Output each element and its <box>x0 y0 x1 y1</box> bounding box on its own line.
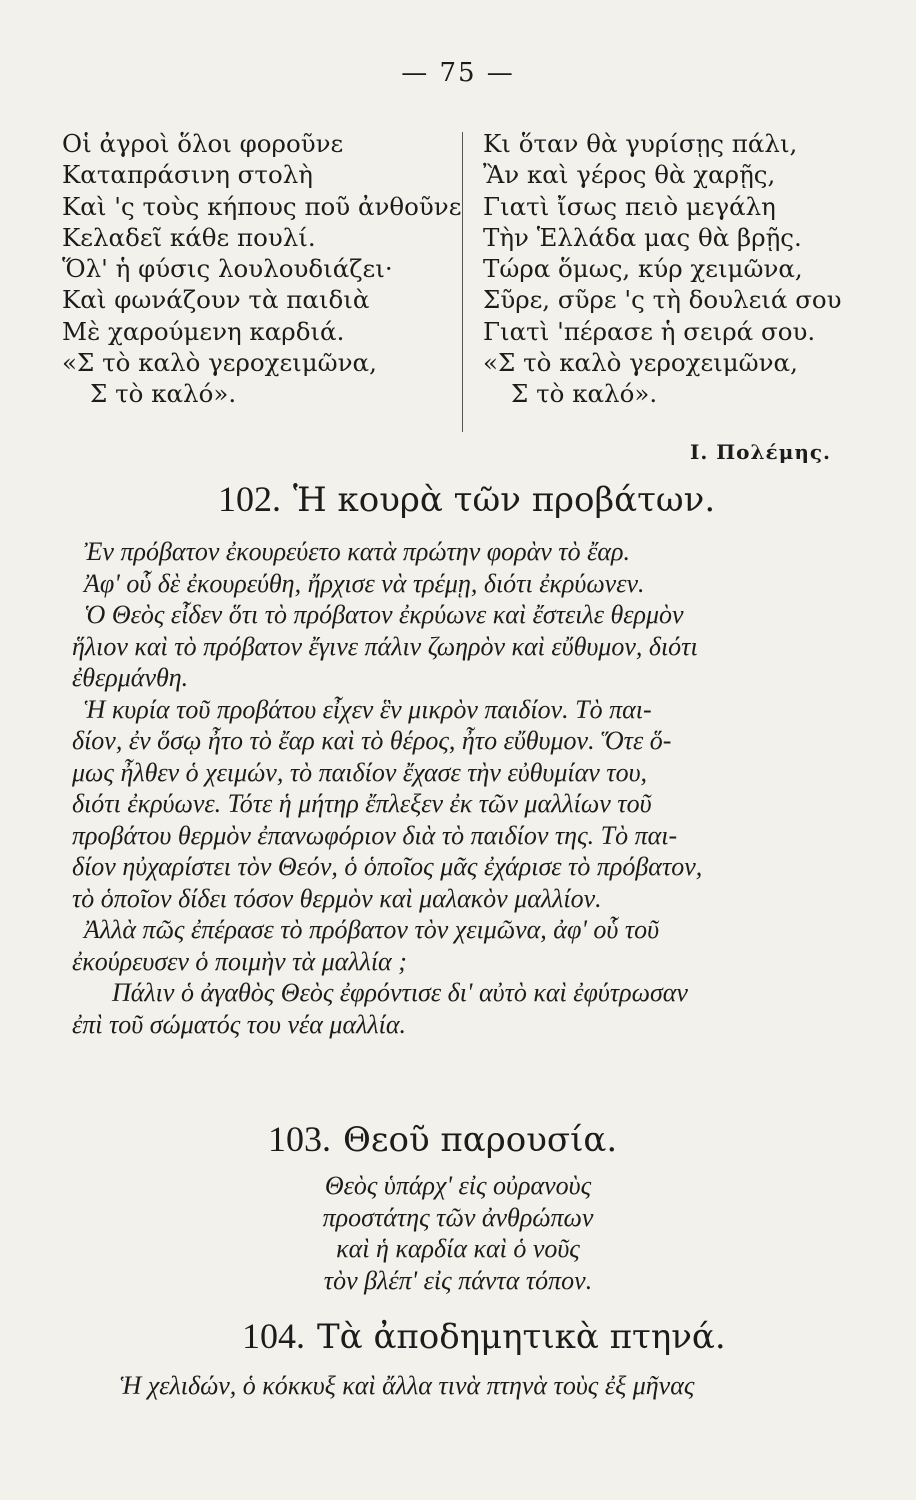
poem-line: «Σ τὸ καλὸ γεροχειμῶνα, <box>62 348 377 378</box>
poem-line: Μὲ χαρούμενη καρδιά. <box>62 316 345 346</box>
section-number: 104. <box>242 1316 305 1356</box>
poem-line: Κελαδεῖ κάθε πουλί. <box>62 222 316 252</box>
text-line: μως ἦλθεν ὁ χειμών, τὸ παιδίον ἔχασε τὴν εὐθυμίαν του, <box>72 757 648 787</box>
page-number: — 75 — <box>401 58 515 88</box>
text-line: ἐθερμάνθη. <box>72 663 189 692</box>
section-heading-104 <box>242 1315 726 1357</box>
section-body-104 <box>72 1370 872 1402</box>
poem-line: Σ τὸ καλό». <box>90 379 237 409</box>
text-line: ἥλιον καὶ τὸ πρόβατον ἔγινε πάλιν ζωηρὸν καὶ εὔθυμον, διότι <box>72 631 698 661</box>
text-line: προβάτου θερμὸν ἐπανωφόριον διὰ τὸ παιδίον της. Τὸ παι- <box>72 820 678 850</box>
poem-left-column <box>62 128 462 410</box>
section-heading-103 <box>268 1118 617 1160</box>
section-title: Θεοῦ παρουσία. <box>343 1120 618 1160</box>
text-line: δίον, ἐν ὅσῳ ἦτο τὸ ἔαρ καὶ τὸ θέρος, ἦτο εὔθυμον. Ὅτε ὅ- <box>72 726 672 755</box>
section-body-102 <box>72 536 872 1040</box>
text-line: διότι ἐκρύωνε. Τότε ἡ μήτηρ ἔπλεξεν ἐκ τῶν μαλλίων τοῦ <box>72 789 652 818</box>
text-line: ἐκούρευσεν ὁ ποιμὴν τὰ μαλλία ; <box>72 946 407 976</box>
poem-line: Καὶ 'ς τοὺς κήπους ποῦ ἀνθοῦνε <box>62 191 462 221</box>
text-line: Ἡ κυρία τοῦ προβάτου εἶχεν ἓν μικρὸν παιδίον. Τὸ παι- <box>84 694 652 724</box>
verse-line: τὸν βλέπ' εἰς πάντα τόπον. <box>323 1265 593 1295</box>
poem-line: Σ τὸ καλό». <box>511 379 658 409</box>
text-line: Ἀφ' οὗ δὲ ἐκουρεύθη, ἤρχισε νὰ τρέμῃ, διότι ἐκρύωνεν. <box>84 568 645 598</box>
poem-line: «Σ τὸ καλὸ γεροχειμῶνα, <box>483 348 798 378</box>
poem-line: Γιατὶ 'πέρασε ἡ σειρά σου. <box>483 316 816 346</box>
section-title: Τὰ ἀποδημητικὰ πτηνά. <box>317 1317 726 1357</box>
column-divider <box>462 132 463 432</box>
poem-line: Καταπράσινη στολὴ <box>62 160 313 190</box>
text-line: ἐπὶ τοῦ σώματός του νέα μαλλία. <box>72 1009 407 1039</box>
poem-line: Γιατὶ ἴσως πειὸ μεγάλη <box>483 191 776 221</box>
section-number: 102. <box>218 479 281 519</box>
poem-line: Καὶ φωνάζουν τὰ παιδιὰ <box>62 285 370 315</box>
text-line: δίον ηὐχαρίστει τὸν Θεόν, ὁ ὁποῖος μᾶς ἐχάρισε τὸ πρόβατον, <box>72 852 703 881</box>
poem-author: Ι. Πολέμης. <box>690 440 832 464</box>
poem-line: Ἂν καὶ γέρος θὰ χαρῇς, <box>483 160 776 190</box>
text-line: Πάλιν ὁ ἀγαθὸς Θεὸς ἐφρόντισε δι' αὐτὸ καὶ ἐφύτρωσαν <box>112 978 688 1007</box>
poem-line: Οἱ ἀγροὶ ὅλοι φοροῦνε <box>62 129 344 158</box>
poem-line: Κι ὅταν θὰ γυρίσῃς πάλι, <box>483 129 798 158</box>
section-number: 103. <box>268 1119 331 1159</box>
section-heading-102 <box>218 478 715 520</box>
section-body-103 <box>0 1170 916 1296</box>
poem-line: Ὅλ' ἡ φύσις λουλουδιάζει· <box>62 254 393 284</box>
verse-line: καὶ ἡ καρδία καὶ ὁ νοῦς <box>336 1234 580 1263</box>
poem-line: Τώρα ὅμως, κύρ χειμῶνα, <box>483 254 803 284</box>
poem-line: Σῦρε, σῦρε 'ς τὴ δουλειά σου <box>483 285 842 315</box>
text-line: Ὁ Θεὸς εἶδεν ὅτι τὸ πρόβατον ἐκρύωνε καὶ ἔστειλε θερμὸν <box>84 600 684 629</box>
text-line: Ἐν πρόβατον ἐκουρεύετο κατὰ πρώτην φορὰν τὸ ἔαρ. <box>84 537 630 566</box>
verse-line: Θεὸς ὑπάρχ' εἰς οὐρανοὺς <box>324 1171 592 1200</box>
text-line: τὸ ὁποῖον δίδει τόσον θερμὸν καὶ μαλακὸν μαλλίον. <box>72 883 602 913</box>
text-line: Ἡ χελιδών, ὁ κόκκυξ καὶ ἄλλα τινὰ πτηνὰ τοὺς ἐξ μῆνας <box>120 1371 695 1400</box>
verse-line: προστάτης τῶν ἀνθρώπων <box>322 1202 594 1232</box>
poem-right-column <box>483 128 883 410</box>
section-title: Ἡ κουρὰ τῶν προβάτων. <box>293 480 716 520</box>
poem-line: Τὴν Ἑλλάδα μας θὰ βρῇς. <box>483 222 802 252</box>
text-line: Ἀλλὰ πῶς ἐπέρασε τὸ πρόβατον τὸν χειμῶνα, ἀφ' οὗ τοῦ <box>84 915 660 944</box>
